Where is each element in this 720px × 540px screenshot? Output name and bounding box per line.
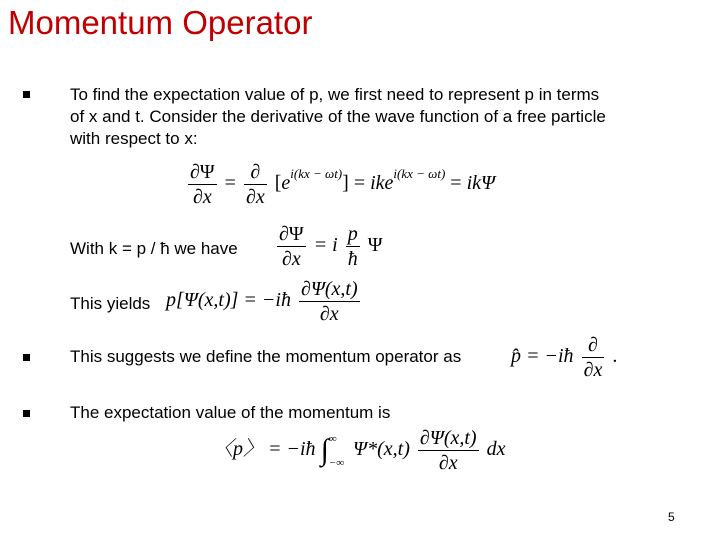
- expectation-text: The expectation value of the momentum is: [70, 403, 391, 422]
- equation-derivative-wave: $\frac{\partial\Psi}{\partial x}$ = $\frac{\partial}{\partial x}$ $[e^{i(kx - \omega t)}] = ike^{i(kx - \omega t)} = ik\Psi$: [190, 161, 496, 208]
- paragraph-line-2: of x and t. Consider the derivative of the wave function of a free particle: [70, 107, 606, 126]
- equation-yields: p[Ψ(x,t)] = −iħ $\frac{\partial\Psi(x,t)}{\partial x}$: [166, 278, 358, 325]
- page-number: 5: [668, 510, 675, 524]
- equation-with-k: $\frac{\partial\Psi}{\partial x}$ = i $\frac{p}{ħ}$ Ψ: [279, 223, 383, 270]
- bullet-marker: [23, 91, 30, 98]
- paragraph-line-1: To find the expectation value of p, we first need to represent p in terms: [70, 85, 600, 104]
- bullet-marker: [23, 410, 30, 417]
- equation-momentum-operator: p̂ = −iħ $\frac{\partial}{\partial x}$ .: [511, 334, 618, 381]
- bullet-marker: [23, 354, 30, 361]
- this-yields-text: This yields: [70, 294, 151, 313]
- suggests-text: This suggests we define the momentum operator as: [70, 347, 462, 366]
- paragraph-line-3: with respect to x:: [70, 129, 198, 148]
- equation-expectation: 〈p〉 = −iħ ∫∞ −∞ Ψ*(x,t) $\frac{\partial\Psi(x,t)}{\partial x}$ dx: [213, 427, 506, 474]
- slide-title: Momentum Operator: [8, 4, 313, 41]
- with-k-text: With k = p / ħ we have: [70, 239, 238, 258]
